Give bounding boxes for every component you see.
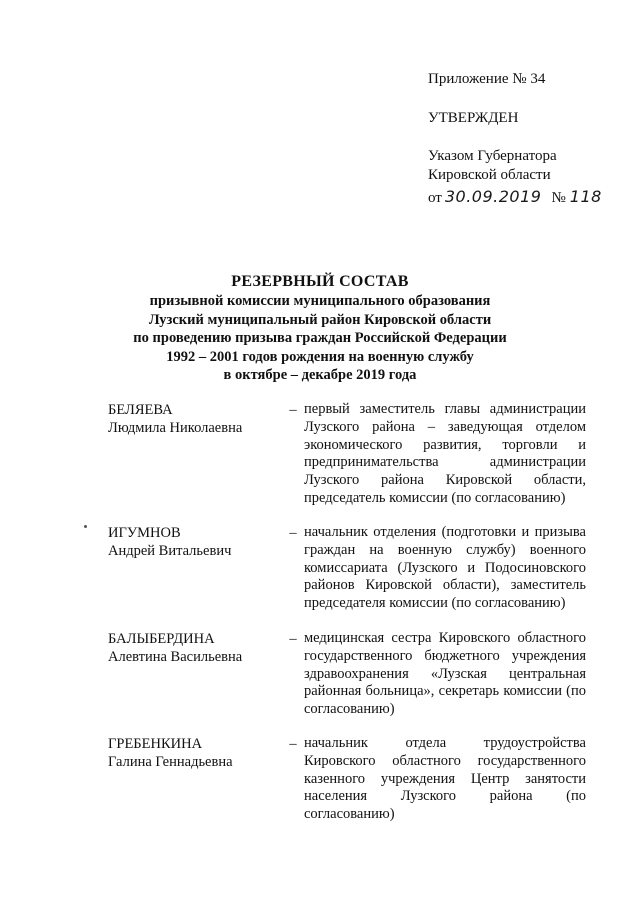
member-row — [108, 630, 588, 719]
handwritten-number: 118 — [569, 187, 602, 206]
member-row — [108, 735, 588, 824]
approval-block — [428, 70, 628, 208]
title-main: РЕЗЕРВНЫЙ СОСТАВ — [231, 273, 409, 290]
date-prefix: от — [428, 190, 442, 206]
member-name — [108, 401, 288, 508]
member-name — [108, 630, 288, 719]
member-role: медицинская сестра Кировского областного государственного бюджетного учреждения здравоохранения «Лузская центральная районная больница», секретарь комиссии (по согласованию) — [304, 630, 586, 718]
member-given-name: Андрей Витальевич — [108, 543, 232, 559]
number-sign: № — [551, 190, 566, 206]
member-name — [108, 524, 288, 613]
member-surname: БАЛЫБЕРДИНА — [108, 631, 215, 647]
title-line-4: 1992 – 2001 годов рождения на военную службу — [166, 348, 474, 365]
approved-label: УТВЕРЖДЕН — [428, 110, 519, 126]
title-line-5: в октябре – декабре 2019 года — [223, 367, 417, 383]
member-given-name: Алевтина Васильевна — [108, 649, 243, 665]
title-line-1: призывной комиссии муниципального образования — [149, 293, 491, 309]
member-surname: ИГУМНОВ — [108, 525, 181, 541]
decree-line-2: Кировской области — [428, 167, 551, 183]
member-dash: – — [289, 525, 297, 541]
member-role: первый заместитель главы администрации Лузского района – заведующая отделом экономического развития, торговли и предпринимательства администрации Лузского района Кировской области, председатель комиссии (по согласованию) — [304, 401, 586, 506]
member-role: начальник отделения (подготовки и призыва граждан на военную службу) военного комиссариата (Лузского и Подосиновского районов Кировской области), заместитель председателя комиссии (по согласованию) — [304, 524, 586, 612]
member-surname: ГРЕБЕНКИНА — [108, 736, 203, 752]
decree-line-1: Указом Губернатора — [428, 148, 557, 164]
member-dash: – — [289, 631, 297, 647]
member-dash: – — [289, 402, 297, 418]
member-name — [108, 735, 288, 824]
appendix-label: Приложение № 34 — [428, 71, 546, 87]
title-line-2: Лузский муниципальный район Кировской области — [148, 311, 492, 328]
member-surname: БЕЛЯЕВА — [108, 402, 173, 418]
member-row — [108, 524, 588, 613]
handwritten-date: 30.09.2019 — [444, 187, 542, 206]
scan-mark — [84, 525, 87, 528]
member-given-name: Галина Геннадьевна — [108, 754, 233, 770]
decree-date-line — [428, 187, 628, 208]
member-dash: – — [289, 736, 297, 752]
member-role: начальник отдела трудоустройства Кировского областного государственного казенного учреждения Центр занятости населения Лузского района (по согласованию) — [304, 735, 586, 823]
document-title — [90, 272, 550, 385]
title-line-3: по проведению призыва граждан Российской Федерации — [133, 330, 507, 346]
member-row — [108, 401, 588, 508]
member-given-name: Людмила Николаевна — [108, 420, 243, 436]
